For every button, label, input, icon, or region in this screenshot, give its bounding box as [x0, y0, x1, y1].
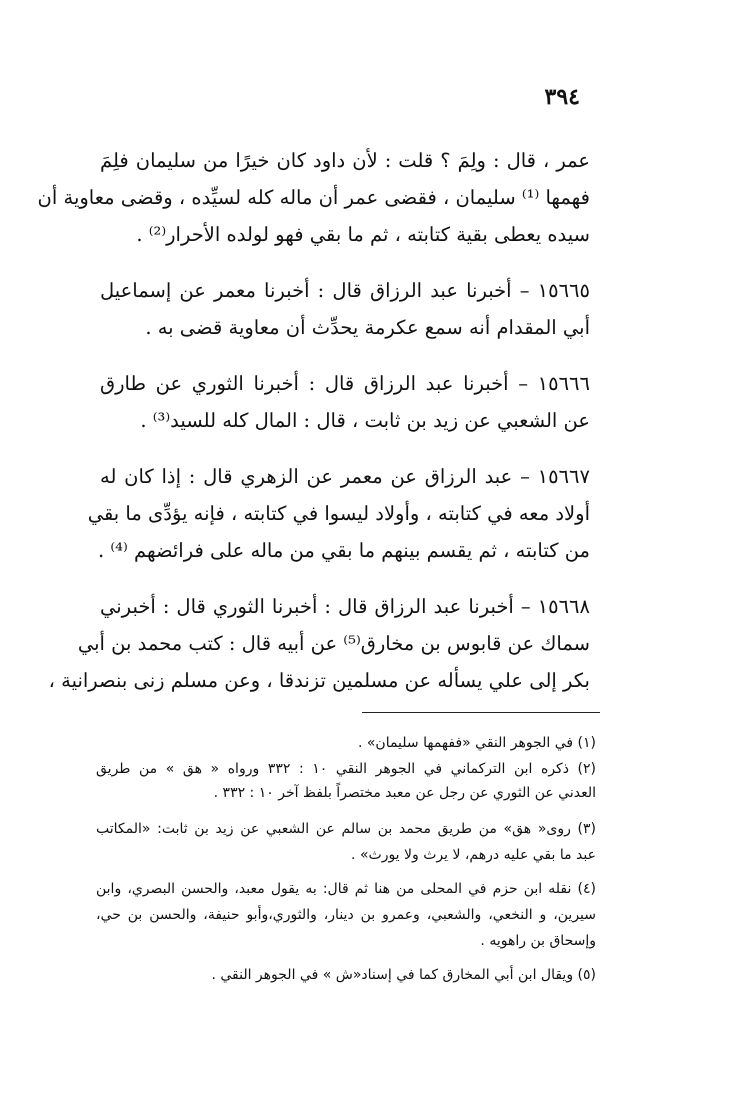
- footnote-4: (٤) نقله ابن حزم في المحلى من هنا ثم قال: به يقول معبد، والحسن البصري، وابن: [96, 881, 596, 897]
- footnote-divider: [362, 712, 600, 713]
- body-line: عمر ، قال : ولِمَ ؟ قلت : لأن داود كان خيرًا من سليمان فلِمَ: [100, 149, 590, 172]
- hadith-15668-line: بكر إلى علي يسأله عن مسلمين تزندقا ، وعن مسلم زنى بنصرانية ،: [48, 669, 590, 692]
- hadith-15668-line: ١٥٦٦٨ – أخبرنا عبد الرزاق قال : أخبرنا الثوري قال : أخبرني: [100, 595, 590, 618]
- hadith-15665-line: ١٥٦٦٥ – أخبرنا عبد الرزاق قال : أخبرنا معمر عن إسماعيل: [100, 279, 590, 302]
- hadith-15668-line: سماك عن قابوس بن مخارق⁽⁵⁾ عن أبيه قال : كتب محمد بن أبي: [77, 632, 590, 655]
- footnote-4: سيرين، و النخعي، والشعبي، وعمرو بن دينار، والثوري،وأبو حنيفة، والحسن بن حي،: [96, 907, 596, 923]
- footnote-5: (٥) ويقال ابن أبي المخارق كما في إسناد«ش » في الجوهر النقي .: [211, 967, 596, 983]
- hadith-15666-line: ١٥٦٦٦ – أخبرنا عبد الرزاق قال : أخبرنا الثوري عن طارق: [100, 372, 590, 395]
- hadith-15667-line: أولاد معه في كتابته ، وأولاد ليسوا في كتابته ، فإنه يؤدِّى ما بقي: [87, 502, 590, 525]
- footnote-2: العدني عن الثوري عن رجل عن معبد مختصراً بلفظ آخر ١٠ : ٣٣٢ .: [213, 785, 596, 801]
- footnote-2: (٢) ذكره ابن التركماني في الجوهر النقي ١٠ : ٣٣٢ ورواه « هق » من طريق: [96, 761, 596, 777]
- footnote-4: وإسحاق بن راهويه .: [480, 933, 596, 949]
- body-line: فهمها ⁽¹⁾ سليمان ، فقضى عمر أن ماله كله لسيِّده ، وقضى معاوية أن: [37, 186, 590, 209]
- body-line: سيده يعطى بقية كتابته ، ثم ما بقي فهو لولده الأحرار⁽²⁾ .: [136, 223, 590, 246]
- footnote-3: (٣) روى« هق» من طريق محمد بن سالم عن الشعبي عن زيد بن ثابت: «المكاتب: [96, 821, 596, 837]
- page-number: ٣٩٤: [544, 84, 580, 110]
- footnote-1: (١) في الجوهر النقي «ففهمها سليمان» .: [357, 735, 596, 751]
- hadith-15666-line: عن الشعبي عن زيد بن ثابت ، قال : المال كله للسيد⁽³⁾ .: [140, 409, 590, 432]
- hadith-15667-line: من كتابته ، ثم يقسم بينهم ما بقي من ماله على فرائضهم ⁽⁴⁾ .: [97, 539, 590, 562]
- hadith-15667-line: ١٥٦٦٧ – عبد الرزاق عن معمر عن الزهري قال : إذا كان له: [100, 465, 590, 488]
- footnote-3: عبد ما بقي عليه درهم، لا يرث ولا يورث» .: [351, 847, 596, 863]
- hadith-15665-line: أبي المقدام أنه سمع عكرمة يحدِّث أن معاوية قضى به .: [145, 316, 590, 339]
